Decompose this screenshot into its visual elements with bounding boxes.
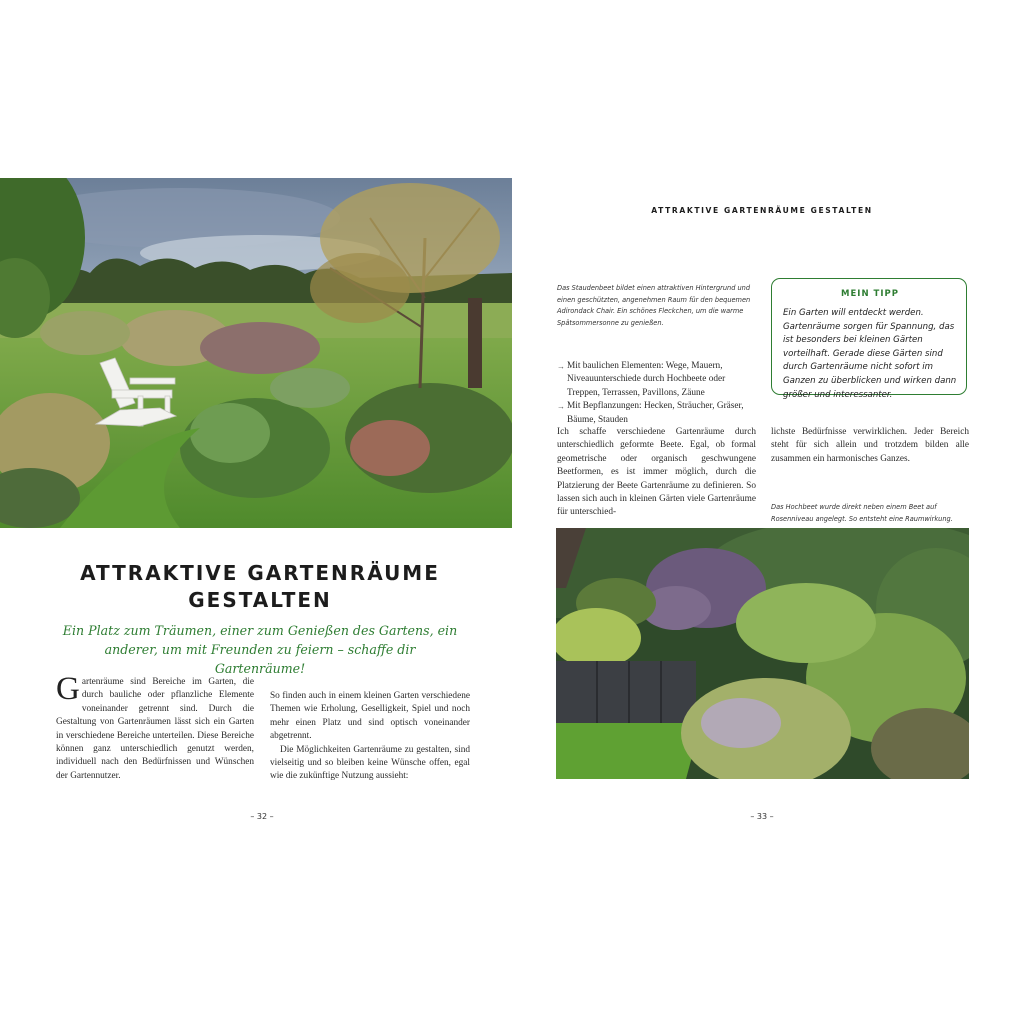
title-line-1: ATTRAKTIVE GARTENRÄUME — [80, 561, 440, 585]
tip-text: Ein Garten will entdeckt werden. Gartenräume sorgen für Spannung, das ist besonders bei kleinen Gärten vorteilhaft. Gerade diese Gärten sind durch Gartenräume nicht sofort im Ganzen zu überblicken und wirken dann größer und interessanter. — [783, 308, 957, 400]
body-paragraph: artenräume sind Bereiche im Garten, die durch bauliche oder pflanzliche Elemente voneinander getrennt sind. Durch die Gestaltung von Gartenräumen lässt sich ein Garten in verschiedene Bereiche unterteilen. Diese Bereiche können ganz unterschiedlich genutzt werden, individuell nach den Bedürfnissen und Wünschen der Gartennutzer. — [56, 677, 254, 781]
drop-cap: G — [56, 671, 80, 707]
body-column-right-1 — [557, 426, 756, 520]
page-number-right: – 33 – — [750, 812, 774, 821]
subtitle — [60, 621, 460, 678]
subtitle-line-1: Ein Platz zum Träumen, einer zum Genießen des Gartens, ein — [62, 623, 458, 638]
page-title — [60, 560, 460, 614]
body-paragraph: lichste Bedürfnisse verwirklichen. Jeder Bereich steht für sich allein und trotzdem bilden alle zusammen ein harmonisches Ganzes. — [771, 427, 969, 464]
body-paragraph: Ich schaffe verschiedene Gartenräume durch unterschiedlich geformte Beete. Egal, ob formal geometrische oder organisch geschwungene Beetformen, es ist immer möglich, durch die Platzierung der Beete Gartenräume zu definieren. So lassen sich auch in kleinen Gärten viele Gartenräume für unterschied- — [557, 427, 756, 518]
photo-caption-bottom: Das Hochbeet wurde direkt neben einem Beet auf Rosenniveau angelegt. So entsteht eine Raumwirkung. — [771, 503, 953, 523]
title-line-2: GESTALTEN — [188, 588, 332, 612]
arrow-icon: → — [557, 362, 565, 371]
photo-caption-top: Das Staudenbeet bildet einen attraktiven Hintergrund und einen geschützten, angenehmen Raum für den bequemen Adirondack Chair. Ein schönes Fleckchen, um die warme Spätsommersonne zu genießen. — [557, 284, 751, 327]
body-paragraph: So finden auch in einem kleinen Garten verschiedene Themen wie Erholung, Geselligkeit, Spiel und noch mehr einen Platz und sind optisch voneinander abgetrennt. — [270, 691, 470, 742]
tip-title: MEIN TIPP — [841, 289, 899, 299]
arrow-icon: → — [557, 402, 565, 412]
running-head: ATTRAKTIVE GARTENRÄUME GESTALTEN — [651, 206, 873, 215]
body-column-right-2 — [771, 426, 969, 466]
page-number-left: – 32 – — [250, 812, 274, 821]
body-column-left-2 — [270, 690, 470, 784]
list-item: → Mit baulichen Elementen: Wege, Mauern, Niveauunterschiede durch Hochbeete oder Treppen, Terrassen, Pavillons, Zäune — [557, 361, 726, 398]
body-column-left-1 — [56, 671, 254, 783]
list-item: → Mit Bepflanzungen: Hecken, Sträucher, Gräser, Bäume, Stauden — [557, 401, 744, 425]
garden-photo-raised-bed — [556, 528, 969, 779]
subtitle-line-2: anderer, um mit Freunden zu feiern – schaffe dir Gartenräume! — [104, 642, 416, 676]
garden-photo-adirondack-chair — [0, 178, 512, 528]
body-paragraph: Die Möglichkeiten Gartenräume zu gestalten, sind vielseitig und so bleiben keine Wünsche offen, egal wie die zukünftige Nutzung aussieht: — [270, 744, 470, 782]
bullet-list — [557, 360, 757, 427]
